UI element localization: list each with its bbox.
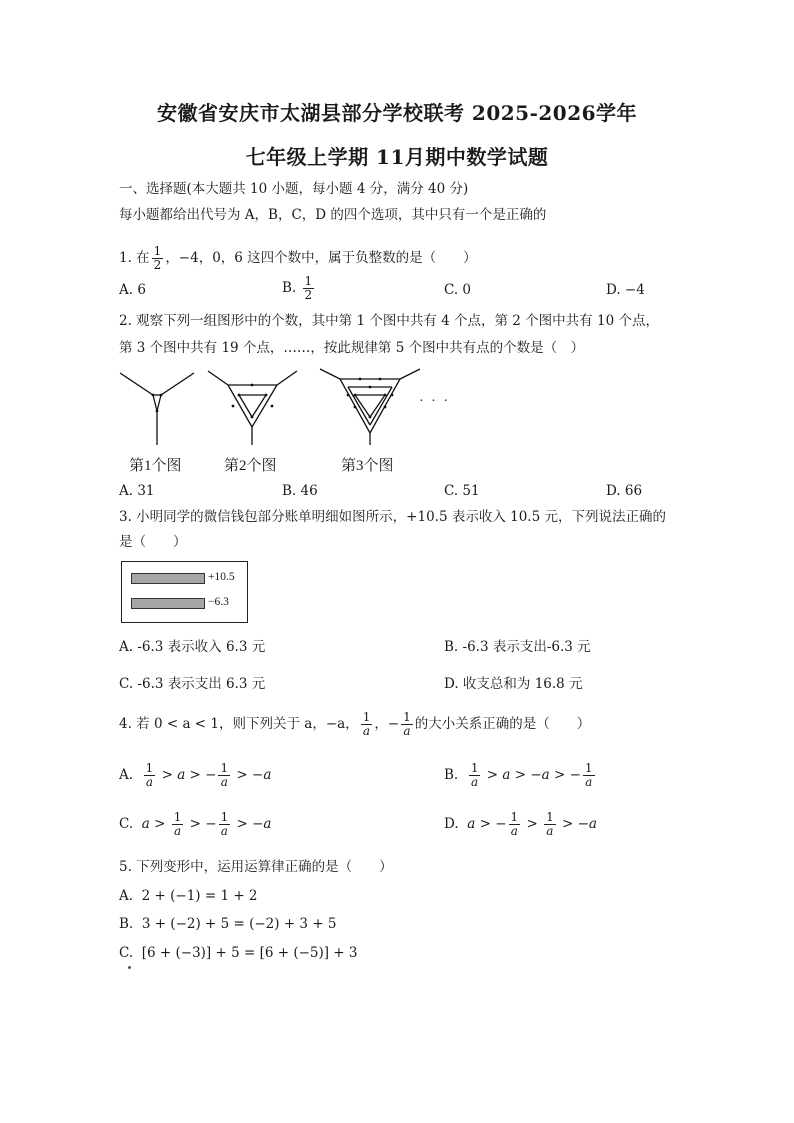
question-3-line1: 3. 小明同学的微信钱包部分账单明细如图所示，+10.5 表示收入 10.5 元，下列说法正确的	[119, 509, 666, 525]
figure-1	[120, 373, 194, 445]
q1-option-a: A. 6	[119, 282, 146, 298]
q1-option-b: B. $\frac{1}{2}$	[282, 274, 313, 302]
wallet-bill-figure	[121, 561, 248, 623]
q1-option-c: C. 0	[444, 282, 472, 298]
q3-option-d: D. 收支总和为 16.8 元	[444, 676, 583, 692]
q5-option-b: B. 3 + (−2) + 5 = (−2) + 3 + 5	[119, 916, 337, 932]
figure-label-1: 第1个图	[129, 458, 182, 474]
q3-option-a: A. -6.3 表示收入 6.3 元	[119, 639, 266, 655]
q5-option-c: C. [6 + (−3)] + 5 = [6 + (−5)] + 3	[119, 945, 358, 961]
question-3-line2: 是（ ）	[119, 534, 187, 550]
question-2-line1: 2. 观察下列一组图形中的个数，其中第 1 个图中共有 4 个点，第 2 个图中共有 10 个点，	[119, 313, 659, 329]
question-2-line2: 第 3 个图中共有 19 个点，……，按此规律第 5 个图中共有点的个数是（ ）	[119, 340, 585, 356]
q2-option-a: A. 31	[119, 483, 155, 499]
q1-prefix: 1. 在	[119, 250, 150, 266]
exam-title-line1: 安徽省安庆市太湖县部分学校联考 2025-2026学年	[156, 101, 638, 125]
q1-rest: ，−4，0，6 这四个数中，属于负整数的是（ ）	[165, 250, 477, 266]
q2-option-c: C. 51	[444, 483, 480, 499]
expense-amount: −6.3	[208, 596, 229, 608]
figure-3	[320, 369, 420, 445]
figure-label-2: 第2个图	[224, 458, 277, 474]
question-5-stem: 5. 下列变形中，运用运算律正确的是（ ）	[119, 859, 393, 875]
q5-option-a: A. 2 + (−1) = 1 + 2	[119, 888, 258, 904]
q1-fraction: $\frac{1}{2}$	[153, 244, 162, 272]
q2-option-b: B. 46	[282, 483, 318, 499]
question-4-stem: 4. 若 0 < a < 1，则下列关于 a，−a， $\frac{1}{a}$ ，− $\frac{1}{a}$ 的大小关系正确的是（ ）	[119, 710, 591, 738]
exam-title-line2: 七年级上学期 11月期中数学试题	[245, 145, 549, 169]
q4-option-b: B. $\frac{1}{a}$ > a > −a > − $\frac{1}{a}$	[444, 761, 593, 789]
q2-option-d: D. 66	[606, 483, 643, 499]
q3-option-c: C. -6.3 表示支出 6.3 元	[119, 676, 266, 692]
question-1-stem	[119, 245, 477, 272]
figure-2	[208, 371, 297, 445]
expense-bar	[131, 598, 205, 609]
page-mark	[128, 966, 131, 969]
figure-label-3: 第3个图	[341, 458, 394, 474]
dot-pattern-figures	[115, 365, 455, 450]
q3-option-b: B. -6.3 表示支出-6.3 元	[444, 639, 591, 655]
figure-ellipsis: · · ·	[419, 394, 450, 409]
section-heading: 一、选择题(本大题共 10 小题，每小题 4 分，满分 40 分)	[119, 181, 469, 197]
q4-option-a: A. $\frac{1}{a}$ > a > − $\frac{1}{a}$ > −a	[119, 761, 272, 789]
q4-option-c: C. a > $\frac{1}{a}$ > − $\frac{1}{a}$ > −a	[119, 810, 272, 838]
income-amount: +10.5	[208, 571, 235, 583]
q4-option-d: D. a > − $\frac{1}{a}$ > $\frac{1}{a}$ > −a	[444, 810, 597, 838]
income-bar	[131, 573, 205, 584]
q1-option-d: D. −4	[606, 282, 645, 298]
section-instruction: 每小题都给出代号为 A，B，C，D 的四个选项，其中只有一个是正确的	[119, 207, 547, 223]
